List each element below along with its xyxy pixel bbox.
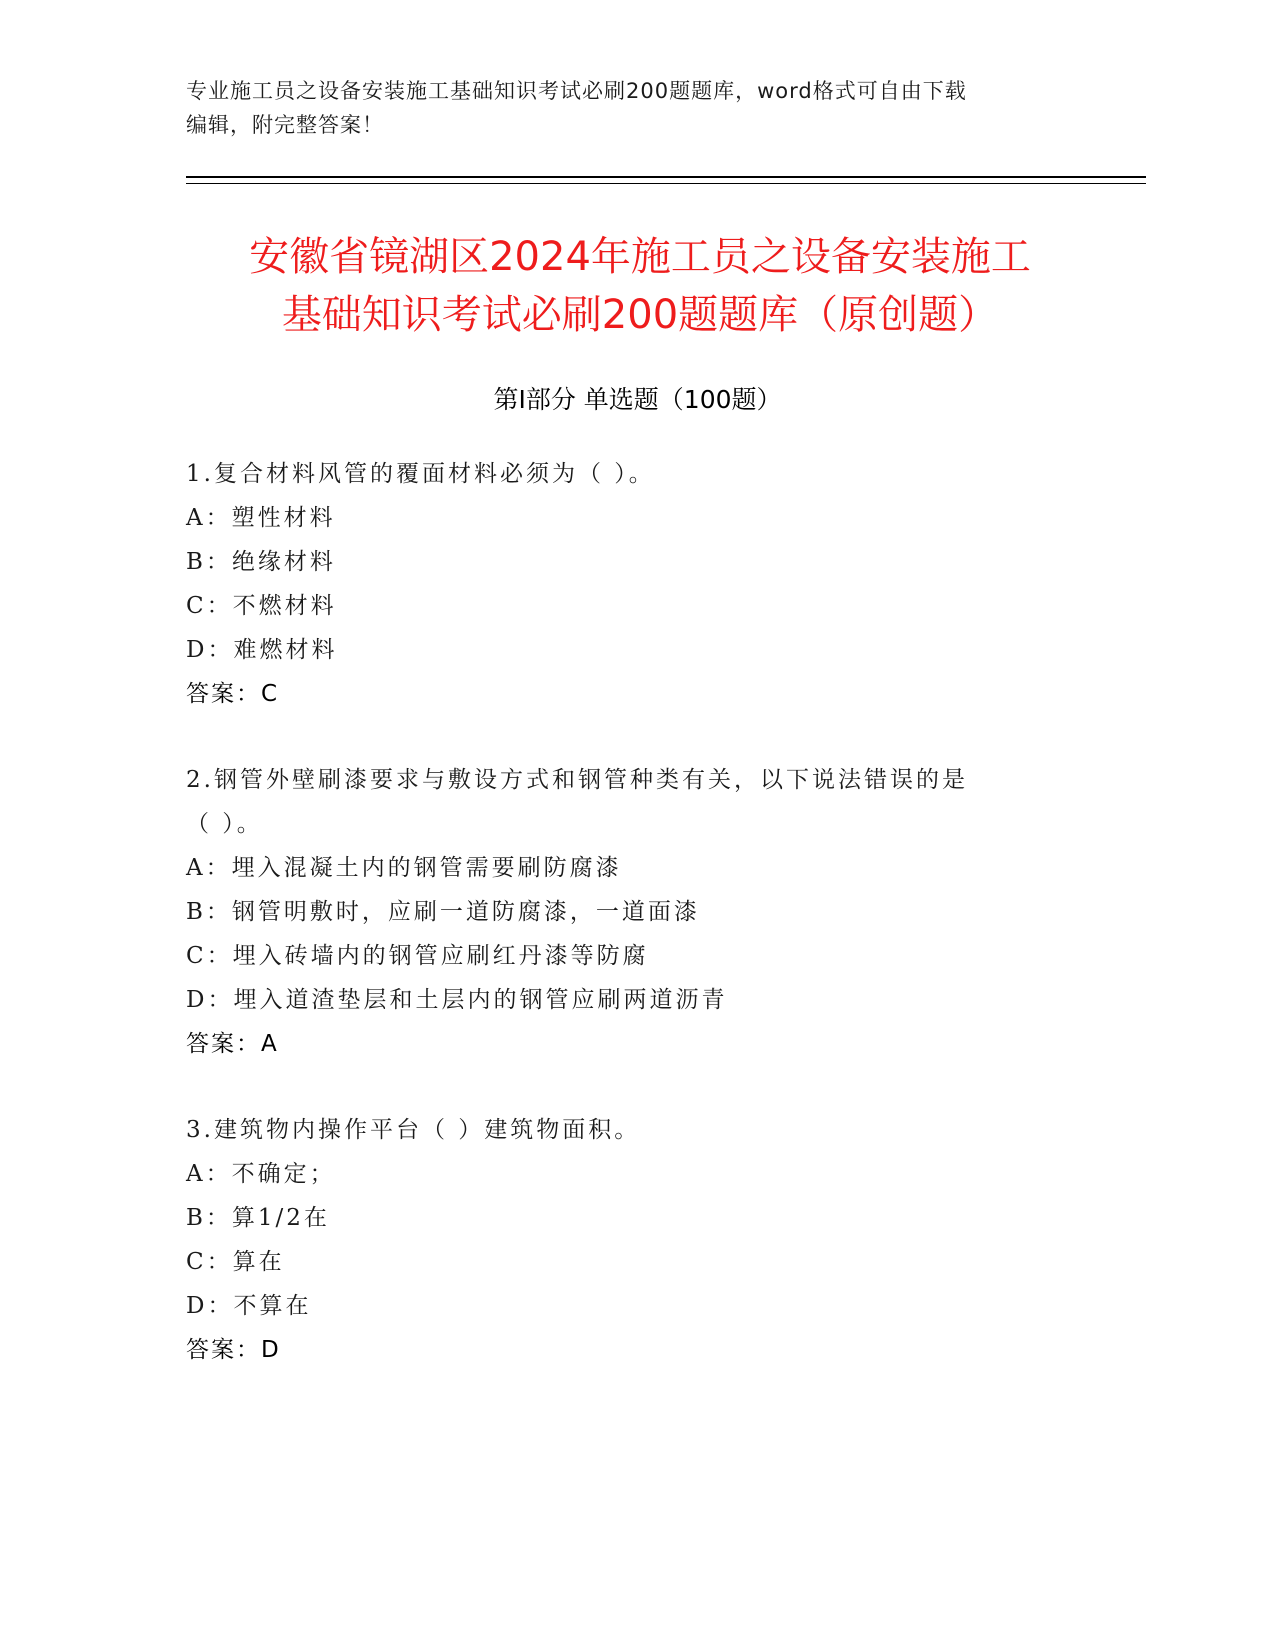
question-2-option-b: B：钢管明敷时，应刷一道防腐漆，一道面漆 — [186, 899, 700, 925]
question-3-option-c: C：算在 — [186, 1249, 285, 1275]
question-1-option-a: A：塑性材料 — [186, 505, 336, 531]
document-title — [180, 228, 1100, 344]
question-3-answer: 答案：D — [186, 1337, 281, 1363]
document-title-line-1: 安徽省镜湖区2024年施工员之设备安装施工 — [249, 234, 1031, 280]
question-2-option-a: A：埋入混凝土内的钢管需要刷防腐漆 — [186, 855, 622, 881]
header-note — [186, 74, 1086, 142]
section-heading: 第Ⅰ部分 单选题（100题） — [493, 385, 782, 414]
question-1-option-b: B：绝缘材料 — [186, 549, 336, 575]
header-note-line-1: 专业施工员之设备安装施工基础知识考试必刷200题题库，word格式可自由下载 — [186, 79, 967, 103]
question-2-stem: 2.钢管外壁刷漆要求与敷设方式和钢管种类有关，以下说法错误的是 — [186, 767, 968, 793]
question-1-option-d: D：难燃材料 — [186, 637, 338, 663]
question-2-option-c: C：埋入砖墙内的钢管应刷红丹漆等防腐 — [186, 943, 649, 969]
question-1-stem: 1.复合材料风管的覆面材料必须为（ ）。 — [186, 461, 655, 487]
question-1-option-c: C：不燃材料 — [186, 593, 337, 619]
header-divider-thick — [186, 176, 1146, 178]
question-3-option-d: D：不算在 — [186, 1293, 312, 1319]
question-3-stem: 3.建筑物内操作平台（ ）建筑物面积。 — [186, 1117, 641, 1143]
question-3-option-a: A：不确定； — [186, 1161, 336, 1187]
question-1-answer: 答案：C — [186, 681, 280, 707]
question-3-option-b: B：算1/2在 — [186, 1205, 330, 1231]
header-divider-thin — [186, 183, 1146, 184]
header-note-line-2: 编辑，附完整答案！ — [186, 113, 384, 137]
document-title-line-2: 基础知识考试必刷200题题库（原创题） — [281, 292, 999, 338]
question-2-answer: 答案：A — [186, 1031, 279, 1057]
question-2-option-d: D：埋入道渣垫层和土层内的钢管应刷两道沥青 — [186, 987, 728, 1013]
question-2-stem-continued: （ ）。 — [186, 811, 263, 837]
